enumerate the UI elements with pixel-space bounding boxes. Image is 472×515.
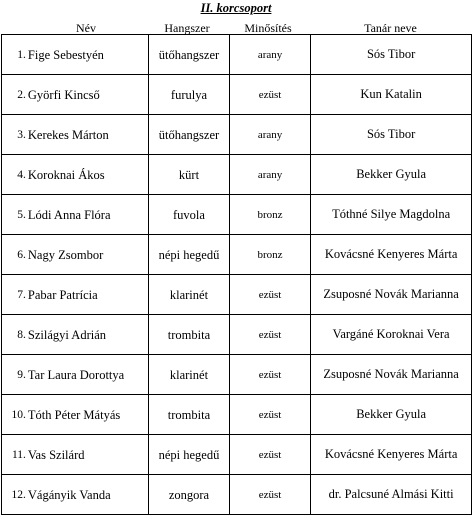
- instrument: zongora: [149, 475, 230, 515]
- teacher-name: Kovácsné Kenyeres Márta: [311, 235, 472, 275]
- instrument: ütőhangszer: [149, 35, 230, 75]
- column-header-instrument: Hangszer: [164, 21, 210, 35]
- row-number: 3.: [2, 115, 27, 155]
- table-row: [2, 275, 472, 315]
- table-row: [2, 435, 472, 475]
- grade: ezüst: [229, 75, 310, 115]
- grade: ezüst: [229, 475, 310, 515]
- teacher-name: Zsuposné Novák Marianna: [311, 275, 472, 315]
- teacher-name: Bekker Gyula: [311, 395, 472, 435]
- results-table: [1, 34, 472, 515]
- row-number: 8.: [2, 315, 27, 355]
- student-name: Vas Szilárd: [27, 435, 149, 475]
- row-number: 10.: [2, 395, 27, 435]
- grade: ezüst: [229, 395, 310, 435]
- student-name: Tóth Péter Mátyás: [27, 395, 149, 435]
- row-number: 4.: [2, 155, 27, 195]
- table-row: [2, 235, 472, 275]
- table-row: [2, 315, 472, 355]
- student-name: Kerekes Márton: [27, 115, 149, 155]
- instrument: klarinét: [149, 275, 230, 315]
- student-name: Vágányik Vanda: [27, 475, 149, 515]
- instrument: népi hegedű: [149, 435, 230, 475]
- teacher-name: Bekker Gyula: [311, 155, 472, 195]
- teacher-name: Kun Katalin: [311, 75, 472, 115]
- student-name: Pabar Patrícia: [27, 275, 149, 315]
- grade: ezüst: [229, 355, 310, 395]
- instrument: népi hegedű: [149, 235, 230, 275]
- column-header-grade: Minősítés: [244, 21, 292, 35]
- student-name: Tar Laura Dorottya: [27, 355, 149, 395]
- teacher-name: Vargáné Koroknai Vera: [311, 315, 472, 355]
- instrument: trombita: [149, 315, 230, 355]
- student-name: Nagy Zsombor: [27, 235, 149, 275]
- table-row: [2, 195, 472, 235]
- teacher-name: Tóthné Silye Magdolna: [311, 195, 472, 235]
- teacher-name: Kovácsné Kenyeres Márta: [311, 435, 472, 475]
- grade: bronz: [229, 195, 310, 235]
- table-row: [2, 155, 472, 195]
- row-number: 9.: [2, 355, 27, 395]
- row-number: 2.: [2, 75, 27, 115]
- grade: arany: [229, 115, 310, 155]
- column-header-teacher: Tanár neve: [364, 21, 417, 35]
- student-name: Koroknai Ákos: [27, 155, 149, 195]
- instrument: trombita: [149, 395, 230, 435]
- student-name: Szilágyi Adrián: [27, 315, 149, 355]
- row-number: 1.: [2, 35, 27, 75]
- student-name: Lódi Anna Flóra: [27, 195, 149, 235]
- table-row: [2, 35, 472, 75]
- table-row: [2, 115, 472, 155]
- grade: ezüst: [229, 435, 310, 475]
- grade: ezüst: [229, 315, 310, 355]
- teacher-name: Sós Tibor: [311, 35, 472, 75]
- table-row: [2, 75, 472, 115]
- table-row: [2, 475, 472, 515]
- page-title: II. korcsoport: [200, 1, 272, 15]
- teacher-name: dr. Palcsuné Almási Kitti: [311, 475, 472, 515]
- teacher-name: Sós Tibor: [311, 115, 472, 155]
- table-row: [2, 355, 472, 395]
- table-row: [2, 395, 472, 435]
- student-name: Fige Sebestyén: [27, 35, 149, 75]
- student-name: Györfi Kincső: [27, 75, 149, 115]
- row-number: 7.: [2, 275, 27, 315]
- instrument: klarinét: [149, 355, 230, 395]
- instrument: ütőhangszer: [149, 115, 230, 155]
- grade: ezüst: [229, 275, 310, 315]
- teacher-name: Zsuposné Novák Marianna: [311, 355, 472, 395]
- instrument: fuvola: [149, 195, 230, 235]
- grade: arany: [229, 35, 310, 75]
- column-header-name: Név: [76, 21, 96, 35]
- results-table-body: [2, 35, 472, 515]
- instrument: furulya: [149, 75, 230, 115]
- row-number: 6.: [2, 235, 27, 275]
- row-number: 5.: [2, 195, 27, 235]
- instrument: kürt: [149, 155, 230, 195]
- row-number: 12.: [2, 475, 27, 515]
- grade: bronz: [229, 235, 310, 275]
- row-number: 11.: [2, 435, 27, 475]
- grade: arany: [229, 155, 310, 195]
